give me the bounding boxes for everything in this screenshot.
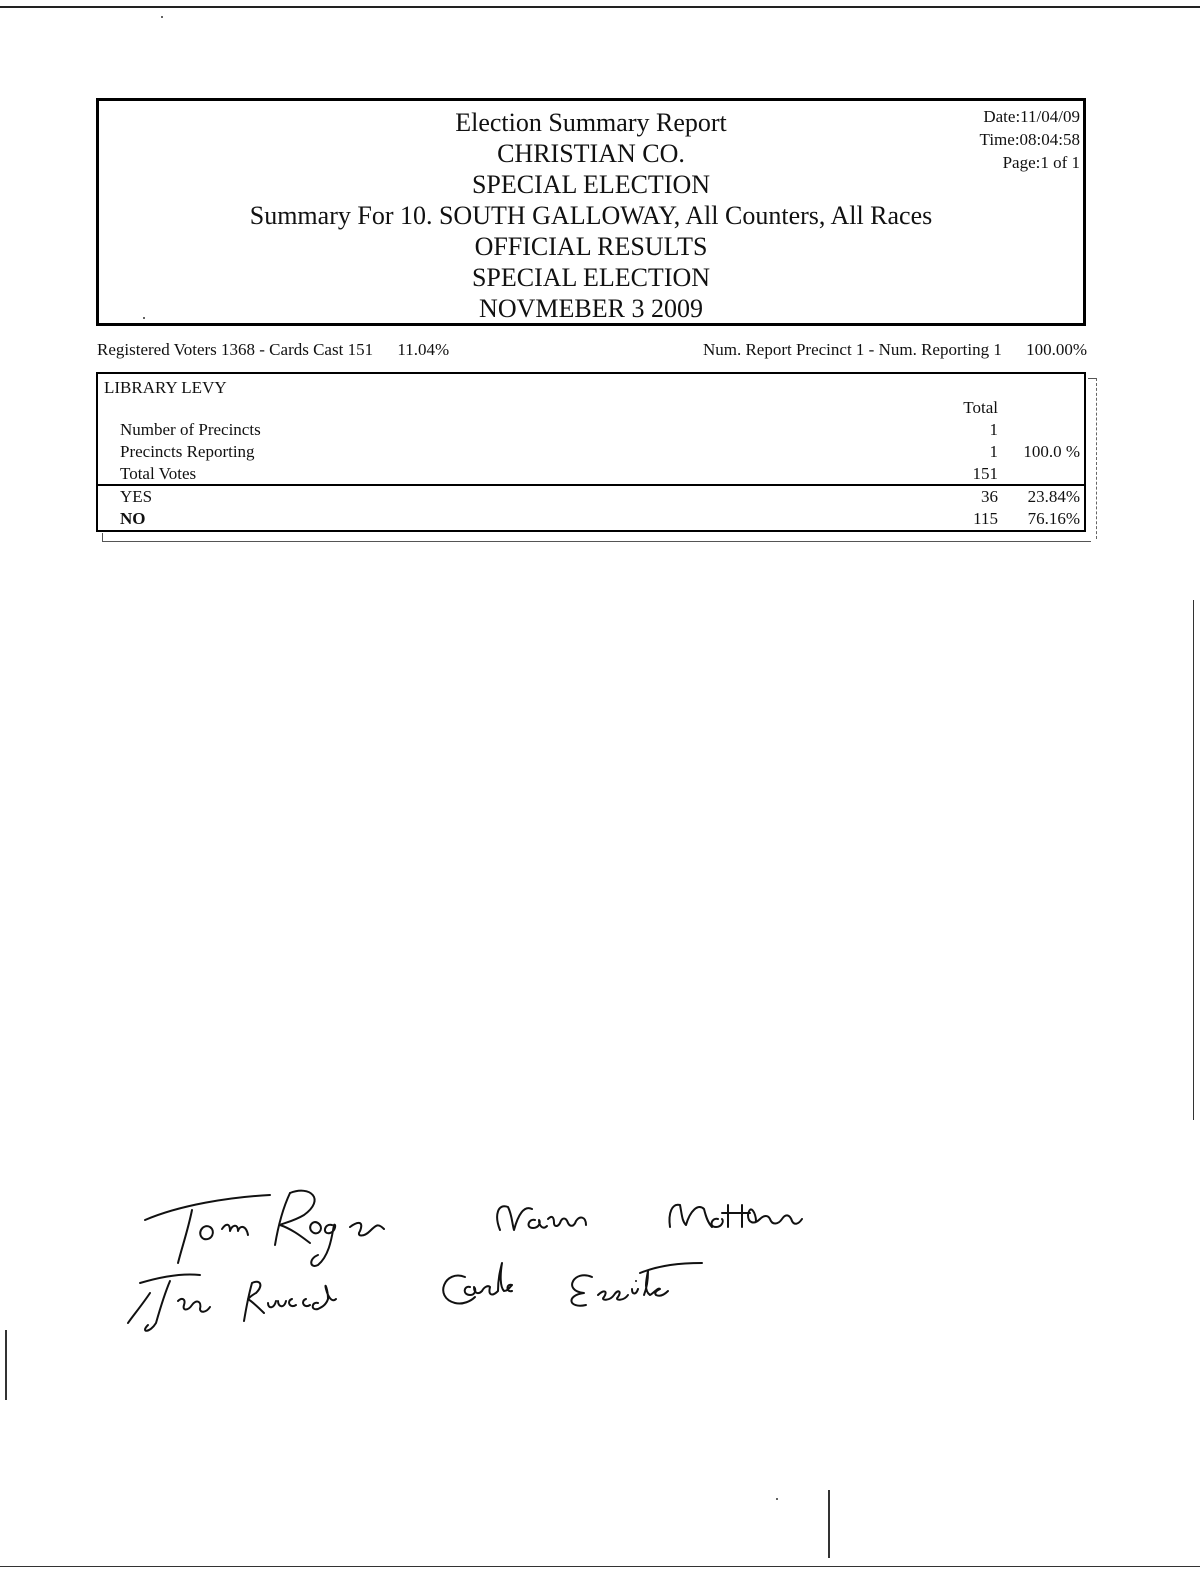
turnout-percent: 11.04% [397, 340, 450, 359]
scan-mark [1193, 600, 1194, 1120]
stat-value-precincts: 1 [989, 420, 998, 439]
stat-label-reporting: Precincts Reporting [120, 442, 255, 461]
stat-label-total-votes: Total Votes [120, 464, 197, 483]
choices-divider [98, 484, 1084, 486]
election-type-repeat: SPECIAL ELECTION [471, 263, 711, 292]
choice-pct-yes: 23.84% [1027, 487, 1080, 506]
race-results-table [96, 372, 1086, 532]
report-header [96, 98, 1086, 326]
stat-label-precincts: Number of Precincts [120, 420, 261, 439]
report-page: Page:1 of 1 [1002, 153, 1080, 172]
precinct-reporting: Num. Report Precinct 1 - Num. Reporting 1 [702, 340, 1002, 359]
report-date: Date:11/04/09 [983, 107, 1080, 126]
stat-value-reporting: 1 [989, 442, 998, 461]
signature-lisa-russell [128, 1274, 336, 1330]
election-type: SPECIAL ELECTION [471, 170, 711, 199]
stat-value-total-votes: 151 [972, 464, 998, 483]
reporting-percent: 100.00% [1026, 340, 1087, 359]
choice-pct-no: 76.16% [1027, 509, 1080, 528]
choice-label-yes: YES [120, 487, 153, 506]
county-name: CHRISTIAN CO. [497, 139, 685, 168]
report-time: Time:08:04:58 [979, 130, 1080, 149]
signature-carla-essick [443, 1263, 702, 1306]
report-title: Election Summary Report [455, 108, 727, 137]
choice-label-no: NO [120, 509, 146, 528]
table-scan-bracket [1088, 378, 1097, 539]
choice-votes-no: 115 [973, 509, 998, 528]
scan-speck [776, 1498, 778, 1500]
scan-edge-bottom [0, 1566, 1200, 1567]
scan-edge-top [0, 6, 1200, 8]
stat-pct-reporting: 100.0 % [1023, 442, 1080, 461]
scan-mark [5, 1330, 7, 1400]
results-status: OFFICIAL RESULTS [474, 232, 708, 261]
registered-cards: Registered Voters 1368 - Cards Cast 151 [97, 340, 374, 359]
choice-votes-yes: 36 [981, 487, 998, 506]
total-column-header: Total [963, 398, 998, 417]
report-title-block [99, 107, 1083, 324]
report-meta [980, 105, 1080, 174]
voter-summary [97, 340, 449, 360]
signature-tom-rogers [145, 1191, 384, 1266]
summary-scope: Summary For 10. SOUTH GALLOWAY, All Counters, All Races [249, 201, 933, 230]
table-scan-shadow [102, 533, 1091, 542]
scan-mark [828, 1490, 830, 1558]
election-date: NOVMEBER 3 2009 [479, 294, 703, 323]
precinct-summary [703, 340, 1087, 360]
signature-marian-matthews [497, 1205, 802, 1230]
signatures-handwritten [120, 1175, 880, 1345]
race-title: LIBRARY LEVY [104, 378, 227, 397]
scan-speck [161, 16, 163, 18]
